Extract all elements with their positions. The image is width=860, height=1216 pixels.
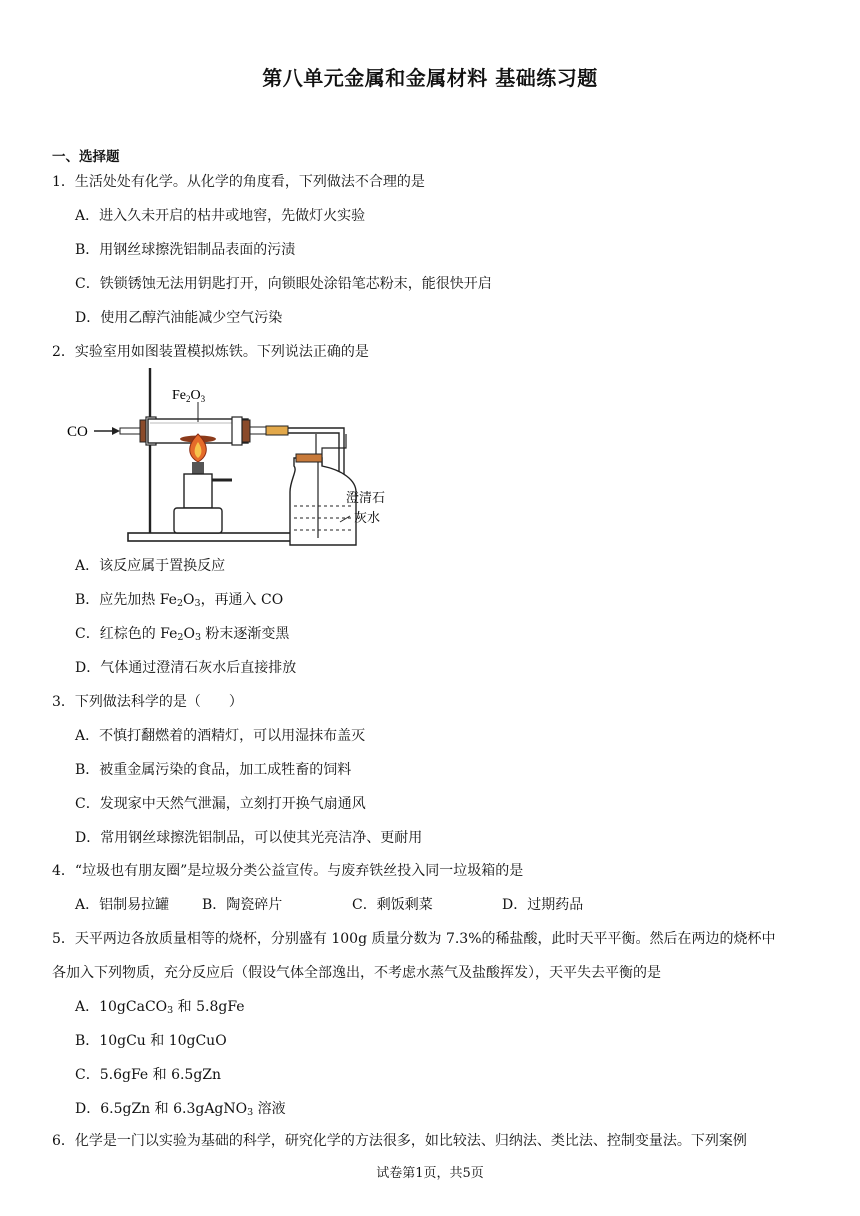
question-3-option-c: C．发现家中天然气泄漏，立刻打开换气扇通风 xyxy=(75,796,366,812)
question-3-option-b: B．被重金属污染的食品，加工成牲畜的饲料 xyxy=(75,762,352,778)
question-1-option-a: A．进入久未开启的枯井或地窖，先做灯火实验 xyxy=(75,208,366,224)
question-2-option-d: D．气体通过澄清石灰水后直接排放 xyxy=(75,660,297,676)
page-title: 第八单元金属和金属材料 基础练习题 xyxy=(262,66,598,90)
question-2-option-a: A．该反应属于置换反应 xyxy=(75,558,226,574)
question-4-stem: 4．“垃圾也有朋友圈”是垃圾分类公益宣传。与废弃铁丝投入同一垃圾箱的是 xyxy=(52,863,524,879)
question-5-stem-line-2: 各加入下列物质，充分反应后（假设气体全部逸出，不考虑水蒸气及盐酸挥发），天平失去平衡的是 xyxy=(52,965,661,981)
question-1-option-d: D．使用乙醇汽油能减少空气污染 xyxy=(75,310,283,326)
page-footer: 试卷第1页，共5页 xyxy=(376,1166,484,1181)
question-5-stem-line-1: 5．天平两边各放质量相等的烧杯，分别盛有 100g 质量分数为 7.3%的稀盐酸，此时天平平衡。然后在两边的烧杯中 xyxy=(52,931,776,947)
question-5-option-c: C．5.6gFe 和 6.5gZn xyxy=(75,1067,222,1083)
right-stopper xyxy=(242,420,250,442)
alcohol-lamp xyxy=(184,474,212,508)
fe2o3-label: $Fe_2O_3$ xyxy=(172,388,206,404)
question-2-stem: 2．实验室用如图装置模拟炼铁。下列说法正确的是 xyxy=(52,344,369,360)
question-3-stem: 3．下列做法科学的是（ ） xyxy=(52,694,243,710)
co-label: CO xyxy=(67,424,88,440)
question-5-option-b: B．10gCu 和 10gCuO xyxy=(75,1033,227,1049)
question-5-option-a: A．10gCaCO$_3$ 和 5.8gFe xyxy=(75,999,245,1016)
svg-text:灰水: 灰水 xyxy=(354,511,381,526)
question-1-stem: 1．生活处处有化学。从化学的角度看，下列做法不合理的是 xyxy=(52,174,425,190)
stand-base xyxy=(128,533,298,541)
question-4-option-c: C．剩饭剩菜 xyxy=(352,897,433,913)
question-6-stem: 6．化学是一门以实验为基础的科学，研究化学的方法很多，如比较法、归纳法、类比法、控制变量法。下列案例 xyxy=(52,1133,747,1149)
limewater-label: 澄清石 xyxy=(346,491,386,506)
question-4-option-d: D．过期药品 xyxy=(502,897,584,913)
question-4-option-b: B．陶瓷碎片 xyxy=(202,897,283,913)
question-3-option-d: D．常用钢丝球擦洗铝制品，可以使其光亮洁净、更耐用 xyxy=(75,830,423,846)
question-2-option-b: B．应先加热 $Fe_2O_3$，再通入 CO xyxy=(75,592,284,609)
question-1-option-c: C．铁锁锈蚀无法用钥匙打开，向锁眼处涂铅笔芯粉末，能很快开启 xyxy=(75,276,492,292)
question-3-option-a: A．不慎打翻燃着的酒精灯，可以用湿抹布盖灭 xyxy=(75,728,366,744)
question-2-option-c: C．红棕色的 $Fe_2O_3$ 粉末逐渐变黑 xyxy=(75,626,290,643)
iron-smelting-apparatus-figure xyxy=(62,362,412,556)
section-heading: 一、选择题 xyxy=(52,149,120,165)
question-5-option-d: D．6.5gZn 和 6.3gAgNO$_3$ 溶液 xyxy=(75,1101,286,1118)
question-4-option-a: A．铝制易拉罐 xyxy=(75,897,170,913)
question-1-option-b: B．用钢丝球擦洗铝制品表面的污渍 xyxy=(75,242,296,258)
